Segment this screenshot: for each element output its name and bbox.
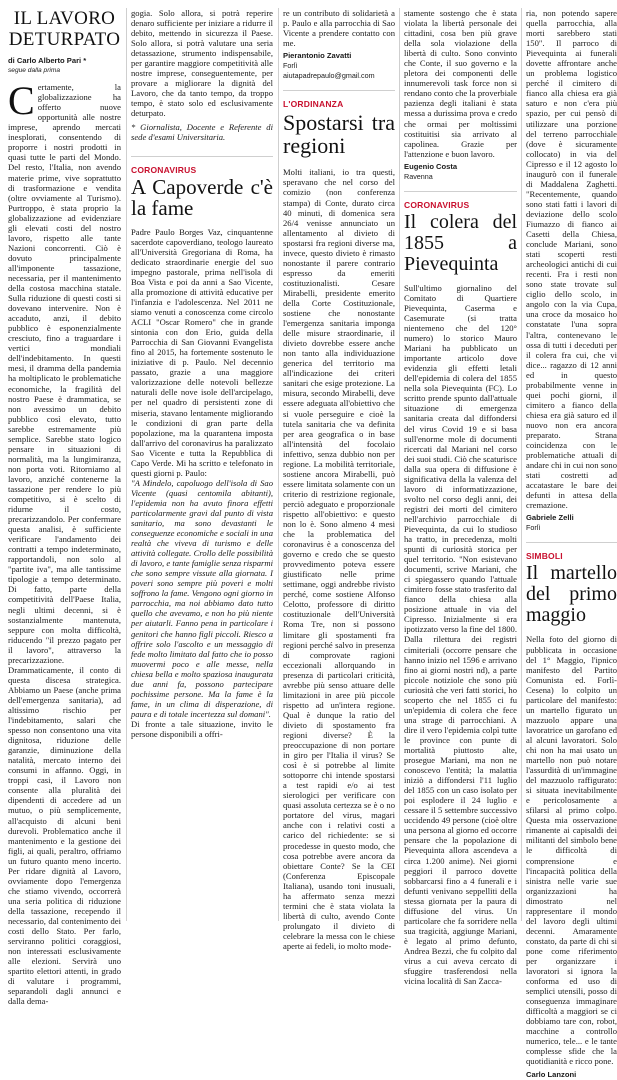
article-headline-ordinanza: Spostarsi tra regioni	[283, 110, 395, 159]
article-body-colera: Sull'ultimo giornalino del Comitato di Quartiere Pievequinta, Caserma e Casemurate (si tratta nientemeno che del 120° numero) lo storico Mauro Mariani ha pubblicato un importante articolo dove evidenzia gli effetti letali dell'epidemia di colera del 1855 nella sola Pievequinta (FC). Lo scritto prende spunto dall'attuale situazione di emergenza sanitaria creata dal diffondersi del virus Covid 19 e si basa sull'enorme mole di documenti ricercati dal Mariani nel corso dei suoi studi. Ciò che scaturisce dalla sua opera di diffusione è significativa della la valenza del lavoro di informatizzazione, svolto nel corso degli anni, dei registri dei morti del cimitero nell'archivio parrocchiale di Pievequinta, da cui lo studioso ha tratto, in precedenza, molti spunti di curiosità storica per quel territorio. "Non esistevano documenti, scrive Mariani, che ci spiegassero quando l'attuale cimitero fosse stato trasferito dal fianco della chiesa alla posizione attuale in via del Cipresso. Inizialmente si era ipotizzato verso la fine del 1800. Dalla rilettura dei registri cimiteriali (occorre pensare che hanno inizio nel 1596 e arrivano fino ai giorni nostri nd), a parte piccole notiziole che sono più curiosità che veri fatti storici, ho scoperto che nel 1855 ci fu un'epidemia di colera che fece una strage di parrocchiani. A dire il vero l'epidemia colpì tutte le province con punte di mortalità piuttosto alte, prosegue Mariani, ma non ne conoscevo l'entità; la malattia iniziò a diffondersi l'11 luglio del 1855 con un caso isolato per poi esplodere il 24 luglio e cessare il 5 settembre successivo uccidendo 49 persone (cioè oltre una persona al giorno ed occorre pensare che la popolazione di Pievequinta allora ascendeva a circa 1.200 anime). Nei giorni peggiori il parroco dovette sobbarcarsi fino a 4 funerali e i defunti venivano seppelliti della stessa giornata per la paura di diffusione del virus. Un particolare che fa sorridere nella sua tragicità, aggiunge Mariani, è legato al primo defunto, Andrea Bezzi, che fu colpito dal virus a cui aveva cercato di sfuggire trasferendosi nella vicina località di San Zacca-	[404, 282, 517, 987]
section-separator	[404, 191, 517, 192]
letter-email: aiutapadrepaulo@gmail.com	[283, 71, 375, 81]
section-kicker: CORONAVIRUS	[404, 199, 470, 210]
letter-city: Forlì	[283, 61, 298, 71]
letter-body-continued: stamente sostengo che è stata violata la libertà personale dei cittadini, cosa ben più grave della sola violazione della libertà di culto. Sono convinto che Conte, il suo governo e la pletora dei componenti delle innumerevoli task force non si rendano conto che la proverbiale pazienza degli italiani è stata messa a durissima prova e credo che ormai per moltissimi costituitisi sia arrivato al capolinea. Grazie per l'attenzione e buon lavoro.	[404, 8, 517, 159]
column-2	[131, 8, 273, 925]
column-divider	[278, 8, 279, 921]
column-divider	[126, 8, 127, 921]
column-1	[8, 8, 121, 1007]
section-kicker: SIMBOLI	[526, 551, 563, 562]
section-separator	[283, 90, 395, 91]
article-byline-role: segue dalla prima	[8, 67, 61, 75]
letter-body-continued: re un contributo di solidarietà a p. Paulo e alla parrocchia di Sao Vicente a prendere contatto con me.	[283, 8, 395, 49]
article-body-capoverde: Padre Paulo Borges Vaz, cinquantenne sacerdote capoverdiano, teologo laureato all'Università Gregoriana di Roma, ha dedicato straordinarie energie del suo impegno pastorale, prima nell'isola di Boa Vista e poi da anni a Sao Vicente, alla promozione di attività educative per l'infanzia e l'adolescenza. Nel 2011 ne siamo venuti a conoscenza come circolo ACLI "Oscar Romero" che in grande sintonia con don Erio, guida della Parrocchia di San Giovanni Evangelista fino al 2015, ha fortemente sostenuto le iniziative di p. Paulo. Nel decennio passato, grazie a una maggiore valorizzazione delle notevoli bellezze naturali delle nove isole dell'arcipelago, per nel quadro di persistenti zone di miseria, stavano lentamente migliorando le condizioni di gran parte della popolazione, ma la quarantena imposta dall'arrivo del coronavirus ha paralizzato Sao Vicente e tutta la Repubblica di Capo Verde. Mi ha scritto e telefonato in questi giorni p. Paulo:	[131, 226, 273, 478]
article-city: Forlì	[526, 523, 541, 533]
article-headline-capoverde: A Capoverde c'è la fame	[131, 174, 273, 220]
column-5	[526, 8, 617, 1079]
article-text: ertamente, la globalizzazione ha offerto nuove opportunità alle nostre imprese, aprendo mercati inesplorati, consentendo di proporre i nostri prodotti in quasi tutte le parti del Mondo. Del resto, l'Italia, non avendo materie prime, vive soprattutto di trasformazione e vendita (oltre ovviamente al Turismo). Purtroppo, è stata proprio la globalizzazione ad evidenziare gli elevati costi del nostro lavoro, rispetto alle tante Nazioni concorrenti. Ciò è dovuto principalmente all'imponente tassazione, necessaria, per il mantenimento della costosa macchina statale. Sulla riduzione di questi costi si dovevano intervenire. Non è accaduto, anzi, il debito pubblico è esponenzialmente cresciuto, fino a traguardare i vertici mondiali dell'indebitamento. In questi mesi, il dramma della pandemia ha moltiplicato le problematiche economiche, la fragilità del nostro Paese è drammatica, se non avessimo un debito pubblico così elevato, tutto sarebbe estremamente più semplice. Sarebbe stato logico pensare in situazioni di normalità, ma la lungimiranza, non porta voti. Ritorniamo al lavoro, anziché contenerne la tassazione per rendere lo più competitivo, si è scelto di ridurne il costo, precarizzandolo. Per confermare questa analisi, è sufficiente verificare l'andamento dei contratti a tempo indeterminato, rapportandoli, non solo al "partite iva", ma alle tantissime tipologie a tempo determinato. Di fatto, parte della competitività dell'Paese Italia, negli ultimi decenni, si è sostanzialmente mantenuta, seppure con molta difficoltà, riducendo "il prezzo pagato per il lavoro", attraverso la precarizzazione. Drammaticamente, il conto di questa discesa strategica. Abbiamo un Paese (anche prima dell'emergenza sanitaria), ad altissimo rischio per l'indebitamento, salari che spesso non consentono una vita dignitosa, riduzione delle garanzie, diminuzione della natalità, mercato interno dei consumi in affanno. Oggi, in troppi casi, il Lavoro non consente alla pluralità dei dipendenti di accedere ad un mutuo, o più semplicemente, all'acquisto di alcuni beni durevoli. Problematico anche il mantenimento e la gestione dei figli, ai quali, peraltro, offriamo un futuro quanto meno incerto. Per ridare dignità al Lavoro, ovviamente dopo l'emergenza che stiamo vivendo, occorrerà una seria politica di riduzione della tassazione, recependo il necessario, dal contenimento dei costi dello Stato. Per farlo, serviranno politici coraggiosi, non interessati esclusivamente alle elezioni. Servirà uno spartito elettori attenti, in grado di valutare i programmi, separandoli dagli annunci e dalla dema-	[8, 82, 121, 1007]
article-body-continued: ria, non potendo sapere quella parrocchia, alla morti sarebbero stati 150". Il parroco di Pievequinta ai funerali dovette affrontare anche un problema logistico perché il cimitero di fianco alla chiesa era già saturo e non c'era più spazio, per cui pensò di utilizzare una porzione del terreno parrocchiale (dove è sicuramente collocato) in via del Cipresso e il 12 agosto lo inaugurò con il funerale di Maddalena Zaghetti. "Recentemente, quando sono stati fatti i lavori di deviazione dello scolo Fiumazzo di fianco ai Casetti della Chiesa, conclude Mariani, sono stati scoperti resti archeologici antichi di cui recenti. Fra i resti non sono state trovate sul ciglio dello scolo, in angolo con la via Cupa, una croce da mosaico ho constatate l'una sopra l'altra, contenevano le ossa di tutti i deceduti per il colera fra cui, che vi dice... ragazzo di 12 anni ed in questo probabilmente venne in quei pochi giorni, il cimitero a fianco della chiesa era già saturo ed il nuovo non era ancora preparato. Strana coincidenza con le problematiche attuali di andare chi in cui non sono stati costretti ad accatastare le bare dei defunti in attesa della cremazione.	[526, 8, 617, 511]
column-divider	[521, 8, 522, 921]
section-kicker: CORONAVIRUS	[131, 164, 197, 175]
letter-city: Ravenna	[404, 171, 433, 181]
article-signature: Gabriele Zelli	[526, 513, 574, 523]
article-headline-martello: Il martello del primo maggio	[526, 562, 617, 627]
article-body-martello: Nella foto del giorno di pubblicata in occasione del 1° Maggio, l'ipnico manifesto del Partito Comunista ed. Forlì-Cesena) lo colpito un particolare del manifesto: un martello figurato un mazzuolo appare una lavoratrice un garofano ed al alcuni lavoratori. Solo chi non ha mai usato un martello non può notare l'assurdità di un'immagine del mazzuolo raffigurato: si situata inevitabilmente e pericolosamente a sfilarsi al primo colpo. Questa mia osservazione rimanente ai capisaldi dei militanti del simbolo bene le difficoltà di comprensione e l'incapacità politica della sinistra nelle varie sue organizzazioni ha dimostrato nel rappresentare il mondo del lavoro degli ultimi decenni. Amaramente constato, da parte di chi si pone come riferimento per organizzare i lavoratori si ignora la conforma ed uso di semplici utensili, posso di conseguenza immaginare difficoltà a maggiori se ci dobbiamo tare con, robot, macchine a controllo numerico, tele... e le tante complesse sfide che la quotidianità e ricco pone.	[526, 634, 617, 1067]
letter-signature: Eugenio Costa	[404, 161, 458, 171]
article-body-ordinanza: Molti italiani, io tra questi, speravano che nel corso del comizio (non conferenza stampa) di Conte, durato circa 40 minuti, di domenica sera 26/4 venisse annunciato un allentamento al divieto di spostarsi fra regioni diverse ma, invece, questo divieto è rimasto nonostante il parere contrario espresso da emeriti costituzionalisti. Cesare Mirabelli, presidente emerito della Corte Costituzionale, sostiene che nonostante l'emergenza sanitaria imponga delle misure straordinarie, il divieto dovrebbe essere anche non tanto alla individuazione generica del territorio ma all'indicazione dei criteri sanitari che esige protezione. La misura, secondo Mirabelli, deve essere adeguata all'obiettivo che si vuole perseguire e cioè la tutela sanitaria che va definita per area geografica o in base all'intensità del focolaio infettivo, senza dubbio non per regione. La mobilità territoriale, sostiene ancora Mirabelli, può essere limitata solamente con un criterio di restrizione regionale, perciò adeguato e proporzionale rispetto all'obiettivo: e questo non lo è. Sono almeno 4 mesi che la problematica del coronavirus è a conoscenza del governo e credo che se questo provvedimento poteva essere giustificato nelle prime settimane, oggi andrebbe rivisto perché, come sostiene Alfonso Celotto, professore di diritto costituzionale dell'Università Roma Tre, non si possono limitare gli spostamenti fra regioni perché salvo in presenza di comprovate ragioni eccezionali allorquando in presenza di particolari criticità, avrebbe più senso attuare delle limitazioni in aree più piccole rispetto ad un'intera regione. Qual è dunque la ratio del divieto di spostamento fra regioni diverse? È la preoccupazione di non portare in giro per l'Italia il virus? Se così è si potrebbe al limite sottoporre chi intende spostarsi a test rapidi e/o ai test sierologici per verificare con quasi assoluta certezza se è o no portatore del virus, magari anche con i relativi costi a carico del richiedente: se si procedesse in questo modo, che cosa potrebbe avere ancora da obiettare Conte? Se la CEI (Conferenza Episcopale Italiana), usando toni inusuali, ha affermato senza mezzi termini che è stata violata la libertà di culto, avendo Conte prolungato il divieto di celebrare la messa con le chiese aperte ai fedeli, io molto mode-	[283, 167, 395, 951]
article-body-lavoro	[8, 78, 121, 1007]
section-separator	[131, 156, 273, 157]
dropcap: C	[8, 78, 35, 124]
column-3	[283, 8, 395, 951]
article-headline-lavoro: IL LAVORO DETURPATO	[8, 8, 121, 50]
article-body-continued: gogia. Solo allora, si potrà reperire denaro sufficiente per iniziare a ridurre il debito, mettendo in sicurezza il Paese. Solo allora, si potrà valutare una seria detassazione, strumento indispensabile, per garantire maggiore competitività alle nostre imprese, conseguentemente, per provare a migliorare la dignità del Lavoro, che da tanto tempo, da troppo tempo, è stato solo ed esclusivamente deturpato.	[131, 8, 273, 119]
column-divider	[399, 8, 400, 921]
section-kicker: L'ORDINANZA	[283, 99, 344, 110]
author-note: * Giornalista, Docente e Referente di sede d'esami Universitaria.	[131, 121, 273, 142]
section-separator	[526, 542, 617, 543]
article-signature: Carlo Lanzoni	[526, 1069, 577, 1079]
article-headline-colera: Il colera del 1855 a Pievequinta	[404, 210, 517, 275]
article-body-end: Di fronte a tale situazione, invito le persone disponibili a offri-	[131, 718, 273, 739]
letter-signature: Pierantonio Zavatti	[283, 51, 352, 61]
column-4	[404, 8, 517, 987]
article-quote: "A Mindelo, capoluogo dell'isola di Sao Vicente (quasi centomila abitanti), l'epidemia non ha avuto finora effetti particolarmente gravi dal punto di vista sanitario, ma sono devastanti le conseguenze economiche e sociali in una realtà che viveva di turismo e delle attività collegate. Crollo delle possibilità di lavoro, e tante famiglie senza risparmi che sono sempre vissute alla giornata. I poveri sono sempre più poveri e molti soffrono la fame. Vengono ogni giorno in parrocchia, ma noi abbiamo dato tutto quello che avevamo, e non ho più niente per aiutarli. Fanno pena in particolare i genitori che hanno figli piccoli. Riesco a offrire solo l'ascolto e un messaggio di fede molto limitato dal fatto che io posso muovermi poco e alle messe, nella chiesa bella e molto spaziosa inaugurata due anni fa, possono partecipare pochissime persone. Ma la fame è la fame, in un clima di disperazione, di paura e di totale incertezza sul domani".	[131, 477, 273, 719]
article-byline: di Carlo Alberto Pari *	[8, 56, 87, 65]
